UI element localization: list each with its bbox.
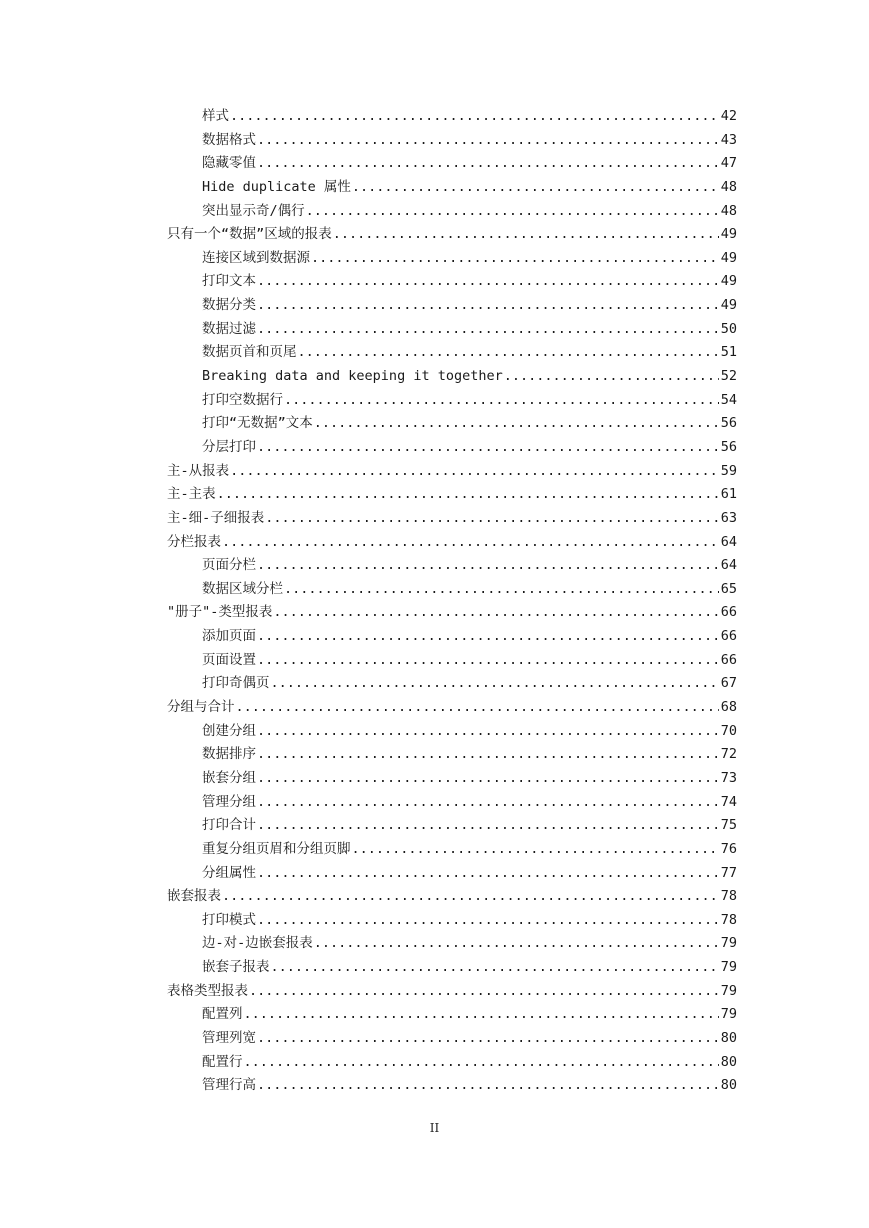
- toc-entry[interactable]: [167, 365, 737, 389]
- toc-entry-page: 59: [720, 462, 737, 479]
- toc-entry-title: 嵌套子报表: [202, 959, 270, 976]
- toc-entry-page: 42: [720, 108, 737, 124]
- toc-entry-page: 66: [720, 628, 737, 645]
- toc-entry-page: 79: [720, 959, 737, 976]
- toc-entry[interactable]: [167, 625, 737, 649]
- toc-entry[interactable]: [167, 294, 737, 318]
- toc-entry-title: 数据分类: [202, 297, 256, 314]
- toc-entry[interactable]: [167, 200, 737, 224]
- toc-entry[interactable]: [167, 1003, 737, 1027]
- toc-entry[interactable]: [167, 460, 737, 484]
- toc-entry[interactable]: [167, 1051, 737, 1075]
- toc-entry[interactable]: [167, 980, 737, 1004]
- toc-dot-leader: [257, 294, 719, 318]
- toc-entry-page: 80: [720, 1077, 737, 1094]
- toc-entry-page: 64: [720, 533, 737, 550]
- toc-entry-page: 51: [720, 344, 737, 361]
- toc-entry[interactable]: [167, 247, 737, 271]
- toc-entry[interactable]: [167, 223, 737, 247]
- toc-dot-leader: [306, 200, 719, 224]
- toc-entry-page: 79: [720, 1006, 737, 1023]
- toc-entry-title: 主-主表: [167, 486, 216, 503]
- toc-entry[interactable]: [167, 956, 737, 980]
- toc-dot-leader: [230, 105, 719, 129]
- toc-entry-title: 突出显示奇/偶行: [202, 202, 305, 219]
- toc-entry-title: 主-从报表: [167, 462, 230, 479]
- toc-entry[interactable]: [167, 436, 737, 460]
- toc-dot-leader: [222, 531, 719, 555]
- toc-entry-title: 打印空数据行: [202, 391, 283, 408]
- toc-entry-title: "册子"-类型报表: [167, 604, 273, 621]
- toc-dot-leader: [244, 1051, 719, 1075]
- toc-entry-page: 73: [720, 769, 737, 786]
- toc-entry[interactable]: [167, 791, 737, 815]
- toc-dot-leader: [217, 483, 719, 507]
- toc-dot-leader: [333, 223, 719, 247]
- toc-entry-page: 63: [720, 509, 737, 526]
- toc-entry[interactable]: [167, 1027, 737, 1051]
- toc-entry-page: 49: [720, 249, 737, 266]
- toc-entry-page: 80: [720, 1029, 737, 1046]
- toc-entry-page: 56: [720, 415, 737, 432]
- toc-entry-page: 64: [720, 557, 737, 574]
- toc-entry-page: 70: [720, 722, 737, 739]
- toc-entry[interactable]: [167, 531, 737, 555]
- toc-entry-page: 78: [720, 911, 737, 928]
- toc-dot-leader: [273, 601, 718, 625]
- toc-dot-leader: [314, 932, 719, 956]
- toc-entry-title: 重复分组页眉和分组页脚: [202, 840, 351, 857]
- toc-entry-title: 分栏报表: [167, 533, 221, 550]
- toc-entry-title: 嵌套报表: [167, 888, 221, 905]
- toc-dot-leader: [257, 554, 719, 578]
- toc-entry[interactable]: [167, 318, 737, 342]
- toc-entry-page: 49: [720, 226, 737, 243]
- toc-entry[interactable]: [167, 649, 737, 673]
- toc-entry[interactable]: [167, 412, 737, 436]
- toc-entry-page: 80: [720, 1053, 737, 1070]
- toc-dot-leader: [236, 696, 719, 720]
- toc-entry[interactable]: [167, 838, 737, 862]
- toc-entry-title: 只有一个“数据”区域的报表: [167, 226, 332, 243]
- toc-dot-leader: [257, 318, 719, 342]
- toc-entry-title: 数据排序: [202, 746, 256, 763]
- toc-entry[interactable]: [167, 885, 737, 909]
- toc-entry-title: 表格类型报表: [167, 982, 248, 999]
- toc-entry-page: 76: [720, 840, 737, 857]
- toc-entry[interactable]: [167, 341, 737, 365]
- toc-dot-leader: [257, 1074, 719, 1098]
- toc-entry-page: 74: [720, 793, 737, 810]
- toc-entry[interactable]: [167, 554, 737, 578]
- toc-entry-page: 48: [720, 202, 737, 219]
- toc-entry-title: 隐藏零值: [202, 155, 256, 172]
- toc-entry-page: 47: [720, 155, 737, 172]
- toc-entry-page: 79: [720, 982, 737, 999]
- toc-dot-leader: [352, 176, 719, 200]
- toc-entry[interactable]: [167, 105, 737, 129]
- toc-entry-page: 75: [720, 817, 737, 834]
- toc-dot-leader: [271, 672, 719, 696]
- toc-entry-title: 打印奇偶页: [202, 675, 270, 692]
- toc-entry-page: 49: [720, 273, 737, 290]
- toc-entry-page: 56: [720, 438, 737, 455]
- toc-entry[interactable]: [167, 672, 737, 696]
- toc-entry-title: 打印模式: [202, 911, 256, 928]
- toc-dot-leader: [244, 1003, 719, 1027]
- toc-dot-leader: [257, 1027, 719, 1051]
- toc-dot-leader: [284, 389, 719, 413]
- toc-dot-leader: [314, 412, 719, 436]
- toc-entry-title: 数据页首和页尾: [202, 344, 297, 361]
- toc-entry[interactable]: [167, 932, 737, 956]
- table-of-contents: [167, 105, 737, 1098]
- toc-entry-title: 添加页面: [202, 628, 256, 645]
- toc-entry-title: Hide duplicate 属性: [202, 178, 351, 195]
- toc-entry-page: 68: [720, 699, 737, 716]
- toc-entry-title: 打印“无数据”文本: [202, 415, 313, 432]
- toc-dot-leader: [257, 743, 719, 767]
- toc-entry-page: 52: [720, 368, 737, 385]
- toc-entry-page: 48: [720, 178, 737, 195]
- toc-entry[interactable]: [167, 176, 737, 200]
- toc-dot-leader: [249, 980, 719, 1004]
- toc-entry-title: 管理行高: [202, 1077, 256, 1094]
- toc-dot-leader: [257, 649, 719, 673]
- toc-dot-leader: [257, 814, 719, 838]
- toc-dot-leader: [352, 838, 719, 862]
- toc-entry-title: 边-对-边嵌套报表: [202, 935, 313, 952]
- toc-entry-title: 配置列: [202, 1006, 243, 1023]
- toc-entry[interactable]: [167, 767, 737, 791]
- toc-entry[interactable]: [167, 743, 737, 767]
- toc-entry[interactable]: [167, 862, 737, 886]
- toc-entry-title: 管理分组: [202, 793, 256, 810]
- toc-dot-leader: [271, 956, 719, 980]
- toc-entry-page: 67: [720, 675, 737, 692]
- toc-entry-title: 连接区域到数据源: [202, 249, 310, 266]
- toc-dot-leader: [230, 460, 719, 484]
- toc-entry[interactable]: [167, 389, 737, 413]
- toc-entry-page: 49: [720, 297, 737, 314]
- toc-entry-title: 配置行: [202, 1053, 243, 1070]
- toc-entry[interactable]: [167, 578, 737, 602]
- toc-entry[interactable]: [167, 696, 737, 720]
- toc-dot-leader: [504, 365, 719, 389]
- toc-entry-title: 数据过滤: [202, 320, 256, 337]
- toc-dot-leader: [257, 625, 719, 649]
- toc-dot-leader: [257, 129, 719, 153]
- toc-entry-page: 61: [720, 486, 737, 503]
- toc-entry-page: 43: [720, 131, 737, 148]
- toc-entry-title: 管理列宽: [202, 1029, 256, 1046]
- toc-entry-title: 分层打印: [202, 438, 256, 455]
- page-number: II: [429, 1121, 440, 1135]
- toc-entry-title: 页面设置: [202, 651, 256, 668]
- toc-dot-leader: [265, 507, 718, 531]
- toc-entry-title: 创建分组: [202, 722, 256, 739]
- toc-entry-page: 54: [720, 391, 737, 408]
- toc-entry[interactable]: [167, 270, 737, 294]
- toc-entry-page: 78: [720, 888, 737, 905]
- toc-entry-title: 页面分栏: [202, 557, 256, 574]
- toc-entry[interactable]: [167, 129, 737, 153]
- toc-dot-leader: [257, 152, 719, 176]
- toc-dot-leader: [311, 247, 719, 271]
- toc-entry-title: 样式: [202, 108, 229, 124]
- toc-entry-title: 打印合计: [202, 817, 256, 834]
- toc-entry-page: 50: [720, 320, 737, 337]
- toc-entry-title: 数据格式: [202, 131, 256, 148]
- toc-entry[interactable]: [167, 1074, 737, 1098]
- toc-entry-page: 77: [720, 864, 737, 881]
- toc-dot-leader: [284, 578, 719, 602]
- toc-entry-page: 65: [720, 580, 737, 597]
- toc-entry-page: 66: [720, 651, 737, 668]
- toc-entry[interactable]: [167, 601, 737, 625]
- toc-entry-title: 数据区域分栏: [202, 580, 283, 597]
- toc-entry[interactable]: [167, 909, 737, 933]
- toc-dot-leader: [257, 791, 719, 815]
- toc-dot-leader: [257, 436, 719, 460]
- toc-entry-page: 66: [720, 604, 737, 621]
- toc-entry-title: 分组与合计: [167, 699, 235, 716]
- toc-dot-leader: [257, 909, 719, 933]
- toc-entry[interactable]: [167, 152, 737, 176]
- toc-dot-leader: [257, 862, 719, 886]
- toc-entry[interactable]: [167, 507, 737, 531]
- toc-entry[interactable]: [167, 720, 737, 744]
- toc-entry-page: 72: [720, 746, 737, 763]
- toc-dot-leader: [257, 720, 719, 744]
- toc-dot-leader: [222, 885, 719, 909]
- toc-entry-title: 打印文本: [202, 273, 256, 290]
- toc-dot-leader: [257, 767, 719, 791]
- toc-dot-leader: [257, 270, 719, 294]
- toc-dot-leader: [298, 341, 719, 365]
- toc-entry-page: 79: [720, 935, 737, 952]
- toc-entry[interactable]: [167, 483, 737, 507]
- toc-entry-title: 主-细-子细报表: [167, 509, 265, 526]
- toc-entry-title: Breaking data and keeping it together: [202, 368, 503, 385]
- toc-entry-title: 分组属性: [202, 864, 256, 881]
- toc-entry[interactable]: [167, 814, 737, 838]
- toc-entry-title: 嵌套分组: [202, 769, 256, 786]
